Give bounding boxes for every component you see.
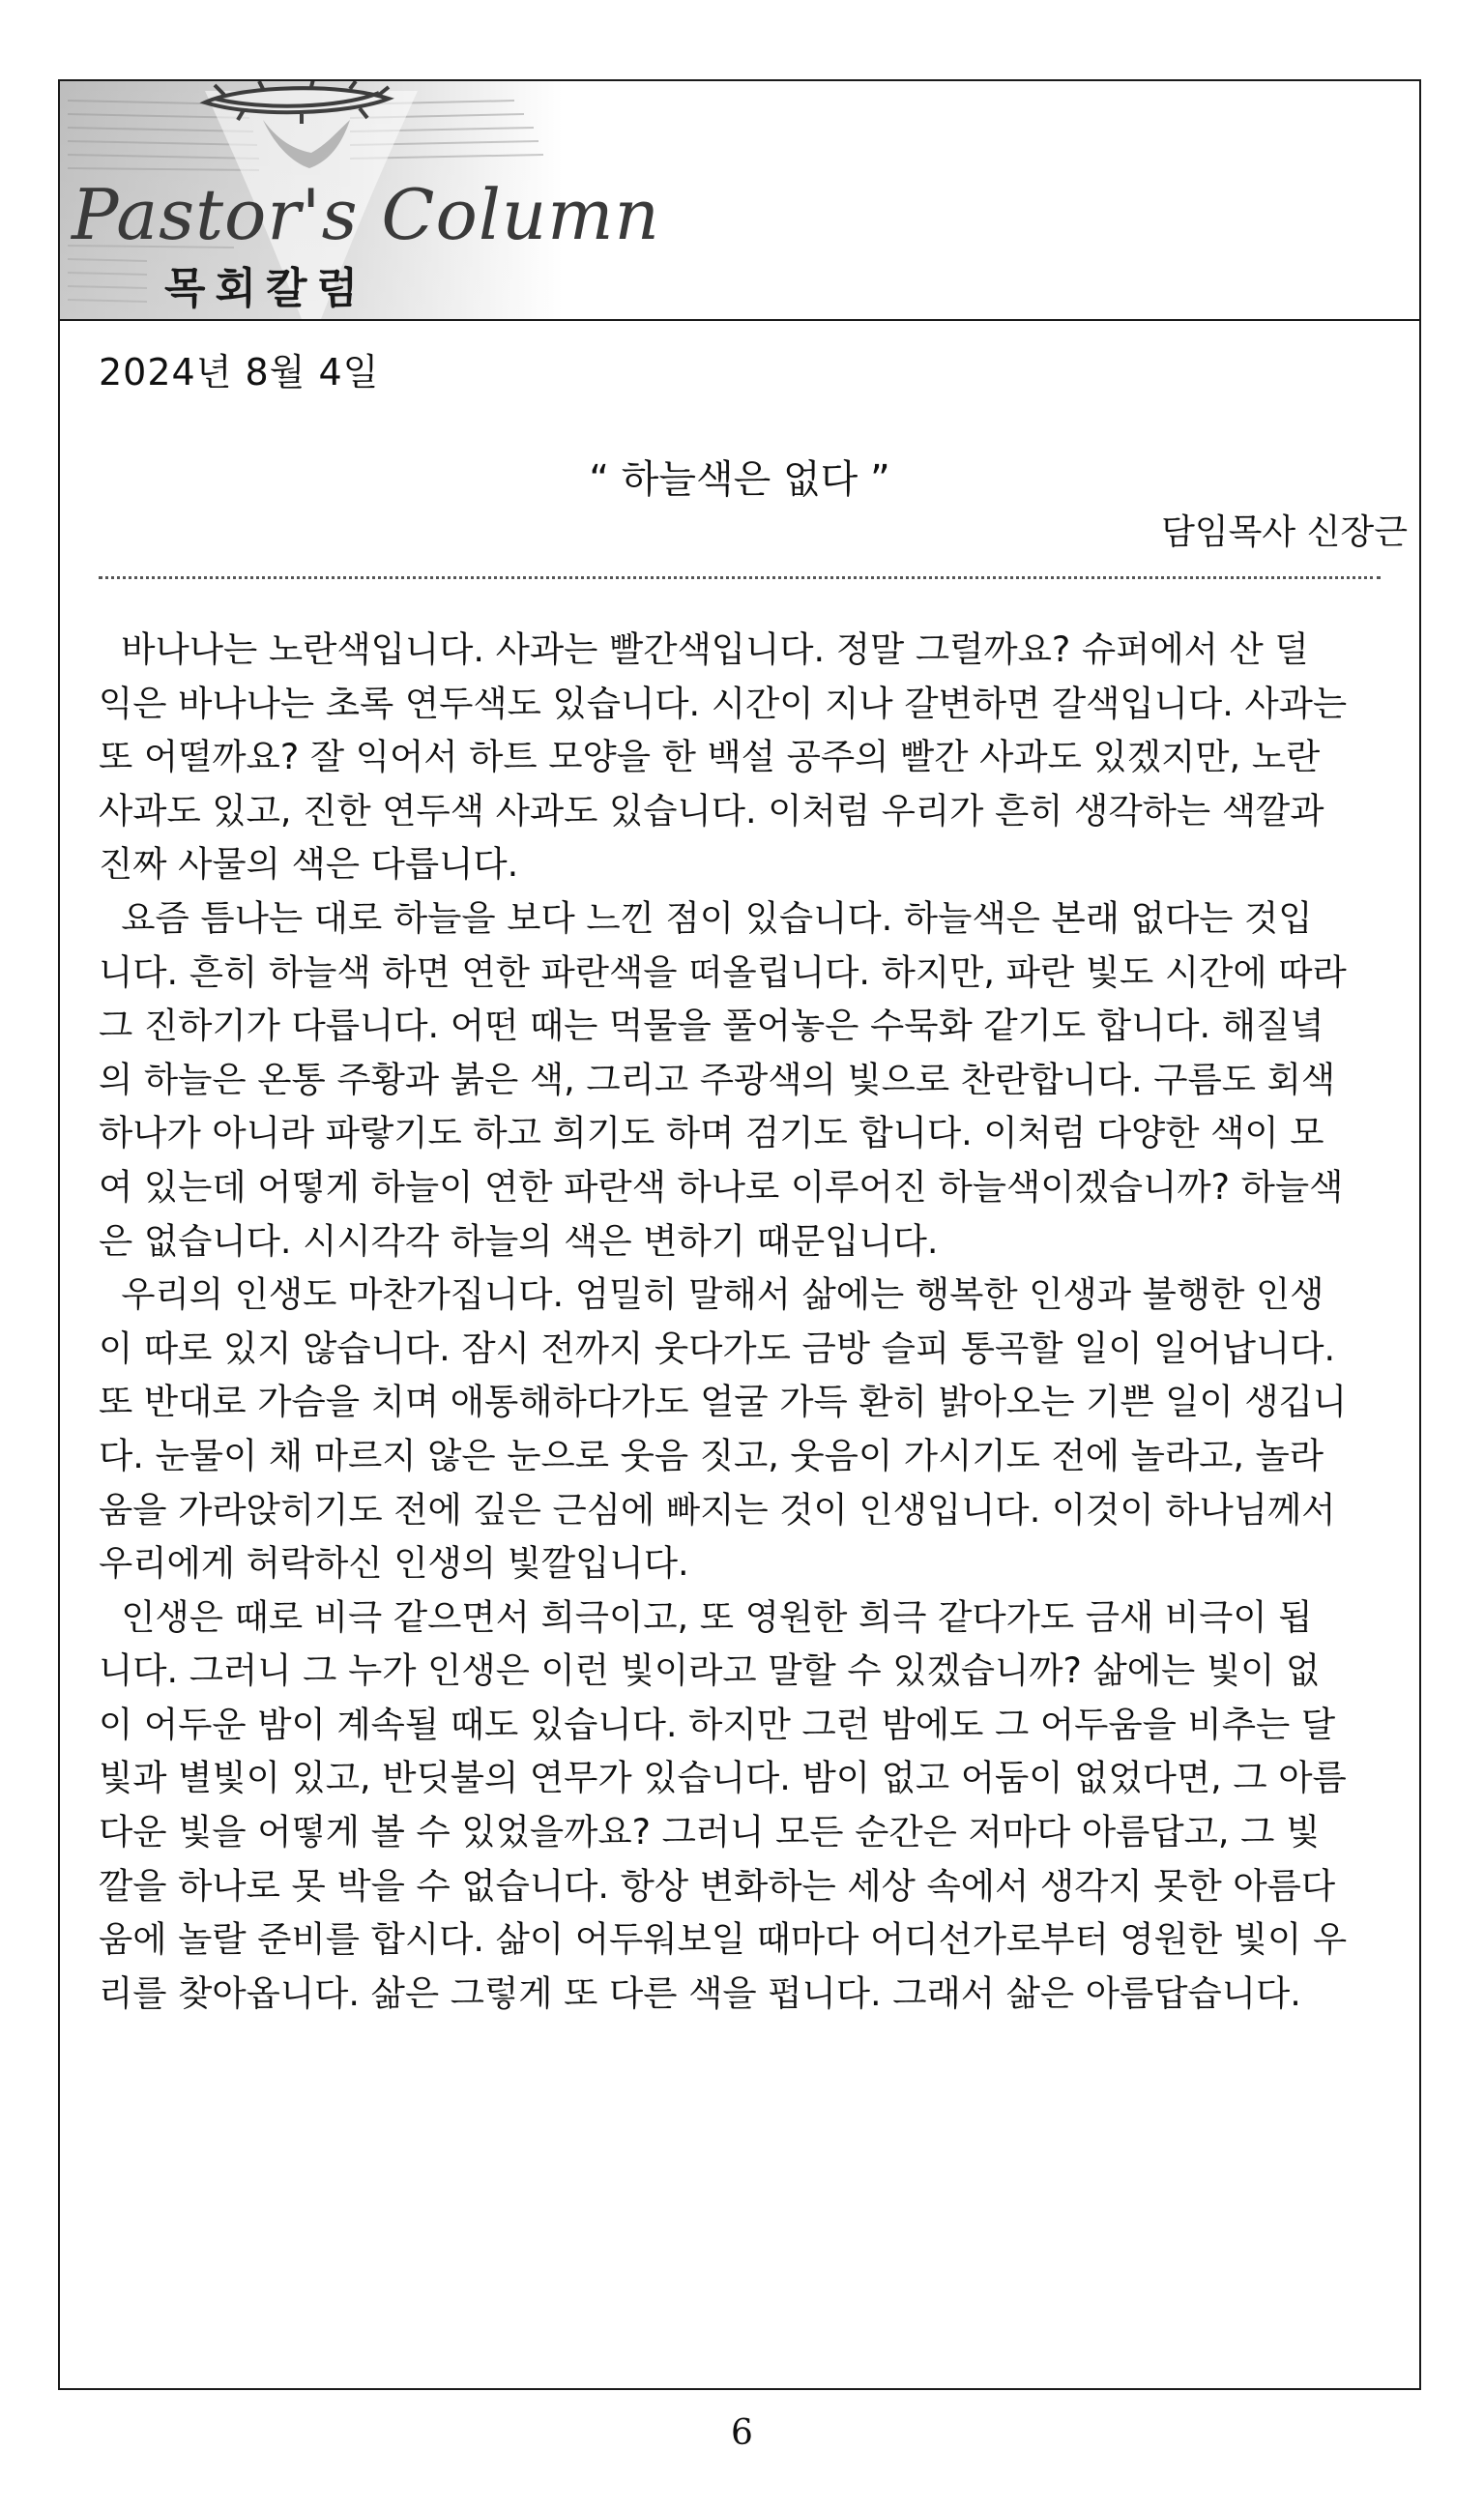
body-line: 인생은 때로 비극 같으면서 희극이고, 또 영원한 희극 같다가도 금새 비극이 됩 [99,1595,1313,1638]
body-line: 은 없습니다. 시시각각 하늘의 색은 변하기 때문입니다. [99,1219,939,1262]
body-line: 빛과 별빛이 있고, 반딧불의 연무가 있습니다. 밤이 없고 어둠이 없었다면, 그 아름 [99,1757,1347,1799]
body-line: 우리의 인생도 마찬가집니다. 엄밀히 말해서 삶에는 행복한 인생과 불행한 인생 [99,1273,1324,1316]
column-date: 2024년 8월 4일 [99,351,380,394]
body-line: 다. 눈물이 채 마르지 않은 눈으로 웃음 짓고, 웃음이 가시기도 전에 놀라고, 놀라 [99,1434,1324,1476]
column-frame [58,79,1421,2390]
body-line: 사과도 있고, 진한 연두색 사과도 있습니다. 이처럼 우리가 흔히 생각하는 색깔과 [99,789,1324,831]
body-line: 하나가 아니라 파랗기도 하고 희기도 하며 검기도 합니다. 이처럼 다양한 색이 모 [99,1112,1324,1154]
body-line: 익은 바나나는 초록 연두색도 있습니다. 시간이 지나 갈변하면 갈색입니다. 사과는 [99,682,1348,724]
body-line: 요즘 틈나는 대로 하늘을 보다 느낀 점이 있습니다. 하늘색은 본래 없다는 것입 [99,896,1313,939]
body-line: 다운 빛을 어떻게 볼 수 있었을까요? 그러니 모든 순간은 저마다 아름답고, 그 빛 [99,1811,1321,1853]
body-line: 깔을 하나로 못 박을 수 없습니다. 항상 변화하는 세상 속에서 생각지 못한 아름다 [99,1864,1336,1907]
pastors-column-title: Pastor's Column [72,174,660,255]
body-line: 진짜 사물의 색은 다릅니다. [99,843,519,886]
body-line: 우리에게 허락하신 인생의 빛깔입니다. [99,1542,689,1585]
article-title: “ 하늘색은 없다 ” [589,457,890,502]
article-author: 담임목사 신장근 [1161,512,1408,552]
body-line: 의 하늘은 온통 주황과 붉은 색, 그리고 주광색의 빛으로 찬란합니다. 구름도 회색 [99,1058,1336,1100]
dotted-divider [99,576,1381,579]
body-line: 이 어두운 밤이 계속될 때도 있습니다. 하지만 그런 밤에도 그 어두움을 비추는 달 [99,1703,1336,1745]
body-line: 또 반대로 가슴을 치며 애통해하다가도 얼굴 가득 환히 밝아오는 기쁜 일이 생깁니 [99,1381,1348,1423]
column-header [60,81,1419,321]
body-line: 리를 찾아옵니다. 삶은 그렇게 또 다른 색을 펍니다. 그래서 삶은 아름답습니다. [99,1971,1301,2014]
article-body [99,623,1384,2020]
body-line: 니다. 흔히 하늘색 하면 연한 파란색을 떠올립니다. 하지만, 파란 빛도 시간에 따라 [99,950,1347,993]
pastors-column-subtitle: 목회칼럼 [164,264,368,313]
body-line: 움에 놀랄 준비를 합시다. 삶이 어두워보일 때마다 어디선가로부터 영원한 빛이 우 [99,1918,1348,1961]
body-line: 그 진하기가 다릅니다. 어떤 때는 먹물을 풀어놓은 수묵화 같기도 합니다. 해질녘 [99,1005,1324,1047]
body-line: 여 있는데 어떻게 하늘이 연한 파란색 하나로 이루어진 하늘색이겠습니까? 하늘색 [99,1165,1344,1208]
body-line: 움을 가라앉히기도 전에 깊은 근심에 빠지는 것이 인생입니다. 이것이 하나님께서 [99,1488,1336,1531]
body-line: 바나나는 노란색입니다. 사과는 빨간색입니다. 정말 그럴까요? 슈퍼에서 산 덜 [99,628,1309,670]
page-number: 6 [731,2413,753,2453]
body-line: 또 어떨까요? 잘 익어서 하트 모양을 한 백설 공주의 빨간 사과도 있겠지만, 노란 [99,736,1321,778]
body-line: 니다. 그러니 그 누가 인생은 이런 빛이라고 말할 수 있겠습니까? 삶에는 빛이 없 [99,1649,1321,1692]
body-line: 이 따로 있지 않습니다. 잠시 전까지 웃다가도 금방 슬피 통곡할 일이 일어납니다. [99,1327,1336,1369]
